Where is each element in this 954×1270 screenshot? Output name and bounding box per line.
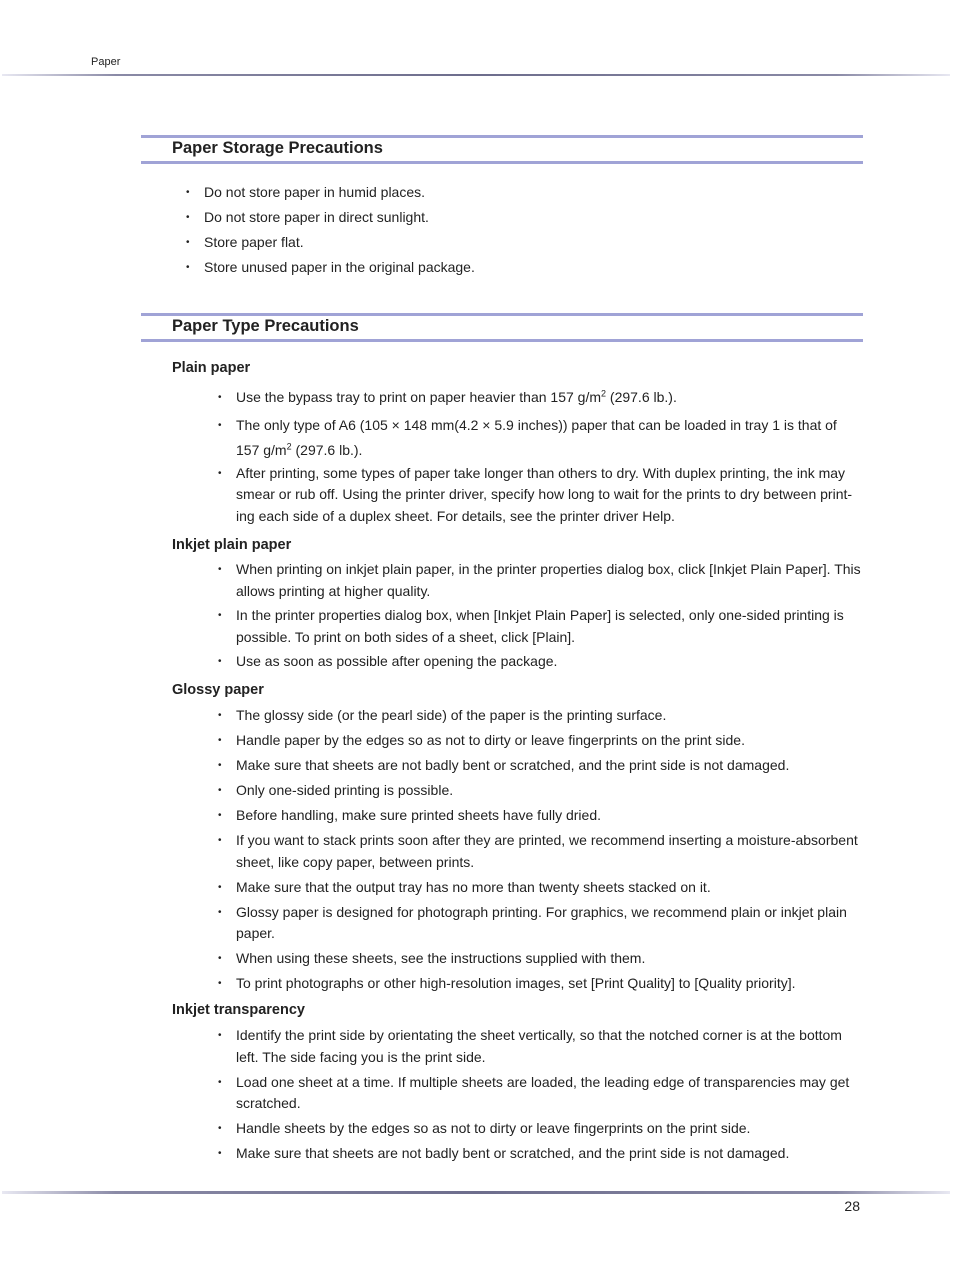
list-item <box>218 387 863 409</box>
item-text: (297.6 lb.). <box>606 389 677 405</box>
item-text: The only type of A6 (105 × 148 mm(4.2 × 5.9 inches)) paper that can be loaded in tray 1 is that of 157 g/m <box>236 416 837 458</box>
transparency-list <box>218 1025 863 1165</box>
list-item: • Do not store paper in direct sunlight. <box>186 205 866 230</box>
item-text: (297.6 lb.). <box>291 441 363 458</box>
page-number: 28 <box>844 1198 860 1214</box>
list-item: • Make sure that sheets are not badly bent or scratched, and the print side is not damaged. <box>218 755 863 777</box>
list-item: • After printing, some types of paper take longer than others to dry. With duplex printing, the ink may smear or rub off. Using the printer driver, specify how long to wait for the prints to dry between print-ing each side of a duplex sheet. For details, see the printer driver Help. <box>218 463 863 528</box>
superscript: 2 <box>286 440 292 451</box>
list-item: • Before handling, make sure printed sheets have fully dried. <box>218 805 863 827</box>
subheading-inkjet-plain-paper: Inkjet plain paper <box>172 537 292 553</box>
list-item: • Make sure that the output tray has no more than twenty sheets stacked on it. <box>218 877 863 899</box>
list-item: • Identify the print side by orientating the sheet vertically, so that the notched corner is at the bottom left. The side facing you is the print side. <box>218 1025 863 1068</box>
list-item: • Only one-sided printing is possible. <box>218 780 863 802</box>
superscript: 2 <box>601 388 607 399</box>
list-item <box>218 413 863 463</box>
storage-list <box>186 180 866 280</box>
list-item: • Store unused paper in the original package. <box>186 255 866 280</box>
list-item: • Store paper flat. <box>186 230 866 255</box>
item-text: Use the bypass tray to print on paper heavier than 157 g/m <box>236 389 601 405</box>
list-item: • Handle paper by the edges so as not to dirty or leave fingerprints on the print side. <box>218 730 863 752</box>
subheading-glossy-paper: Glossy paper <box>172 682 264 698</box>
running-header: Paper <box>91 56 121 68</box>
inkjet-plain-list <box>218 559 863 673</box>
list-item: • Do not store paper in humid places. <box>186 180 866 205</box>
plain-paper-list <box>218 387 863 527</box>
list-item: • When printing on inkjet plain paper, in the printer properties dialog box, click [Inkjet Plain Paper]. This allows printing at higher quality. <box>218 559 863 602</box>
footer-rule <box>2 1191 950 1194</box>
list-item: • When using these sheets, see the instructions supplied with them. <box>218 948 863 970</box>
list-item: • The glossy side (or the pearl side) of the paper is the printing surface. <box>218 705 863 727</box>
list-item: • Glossy paper is designed for photograph printing. For graphics, we recommend plain or inkjet plain paper. <box>218 902 863 945</box>
section-title: Paper Type Precautions <box>172 317 359 335</box>
header-rule <box>2 74 950 76</box>
list-item: • In the printer properties dialog box, when [Inkjet Plain Paper] is selected, only one-sided printing is possible. To print on both sides of a sheet, click [Plain]. <box>218 605 863 648</box>
list-item: • Load one sheet at a time. If multiple sheets are loaded, the leading edge of transparencies may get scratched. <box>218 1072 863 1115</box>
subheading-plain-paper: Plain paper <box>172 360 251 376</box>
list-item: • Make sure that sheets are not badly bent or scratched, and the print side is not damaged. <box>218 1143 863 1165</box>
section-heading-storage <box>141 135 863 164</box>
list-item: • Use as soon as possible after opening the package. <box>218 651 863 673</box>
list-item: • Handle sheets by the edges so as not to dirty or leave fingerprints on the print side. <box>218 1118 863 1140</box>
list-item: • To print photographs or other high-resolution images, set [Print Quality] to [Quality priority]. <box>218 973 863 995</box>
glossy-list <box>218 705 863 995</box>
section-heading-type <box>141 313 863 342</box>
subheading-inkjet-transparency: Inkjet transparency <box>172 1002 305 1018</box>
section-title: Paper Storage Precautions <box>172 139 383 157</box>
list-item: • If you want to stack prints soon after they are printed, we recommend inserting a moisture-absorbent sheet, like copy paper, between prints. <box>218 830 863 873</box>
